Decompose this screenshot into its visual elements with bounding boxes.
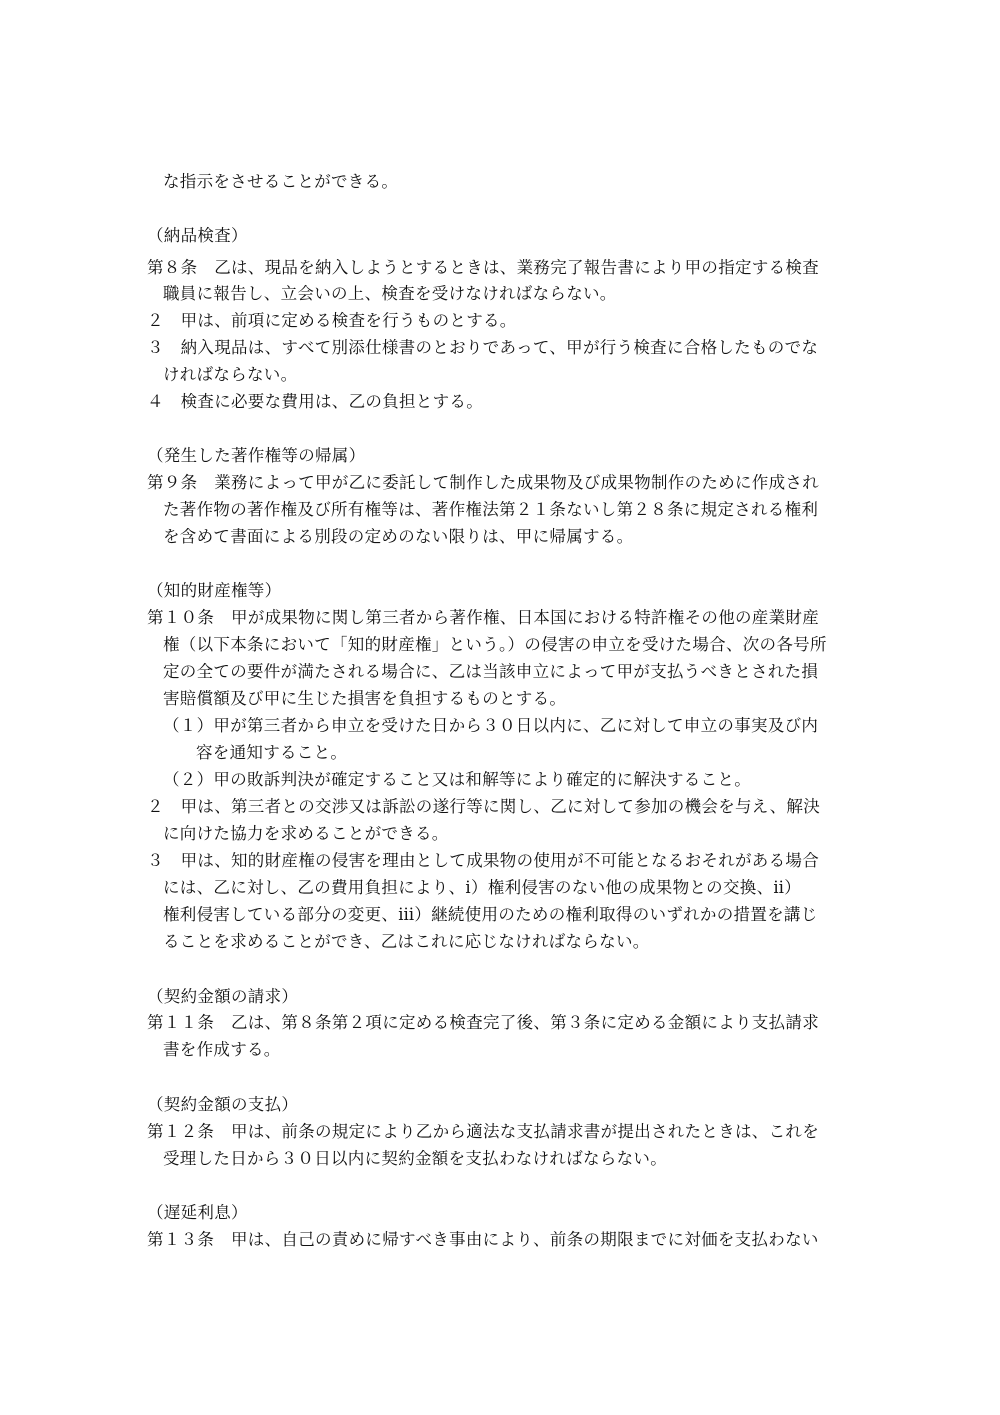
text-line: には、乙に対し、乙の費用負担により、ⅰ）権利侵害のない他の成果物との交換、ⅱ）: [163, 878, 802, 897]
article-10-line: 第１０条 甲が成果物に関し第三者から著作権、日本国における特許権その他の産業財産: [147, 608, 819, 627]
text-line: 定の全ての要件が満たされる場合に、乙は当該申立によって甲が支払うべきとされた損: [163, 662, 819, 681]
article-8-line: 第８条 乙は、現品を納入しようとするときは、業務完了報告書により甲の指定する検査: [147, 258, 819, 277]
section-heading: （遅延利息）: [147, 1203, 248, 1222]
text-line: 職員に報告し、立会いの上、検査を受けなければならない。: [163, 284, 617, 303]
text-line: ３ 納入現品は、すべて別添仕様書のとおりであって、甲が行う検査に合格したものでな: [147, 338, 819, 357]
article-9-line: 第９条 業務によって甲が乙に委託して制作した成果物及び成果物制作のために作成され: [147, 473, 819, 492]
text-line: 容を通知すること。: [196, 743, 348, 762]
text-line: ければならない。: [163, 365, 298, 384]
text-line: ることを求めることができ、乙はこれに応じなければならない。: [163, 932, 650, 951]
text-line: ２ 甲は、第三者との交渉又は訴訟の遂行等に関し、乙に対して参加の機会を与え、解決: [147, 797, 820, 816]
text-line: ３ 甲は、知的財産権の侵害を理由として成果物の使用が不可能となるおそれがある場合: [147, 851, 819, 870]
sub-item-line: （１）甲が第三者から申立を受けた日から３０日以内に、乙に対して申立の事実及び内: [163, 716, 819, 735]
article-12-line: 第１２条 甲は、前条の規定により乙から適法な支払請求書が提出されたときは、これを: [147, 1122, 819, 1141]
section-heading: （発生した著作権等の帰属）: [147, 446, 366, 465]
text-line: 権利侵害している部分の変更、ⅲ）継続使用のための権利取得のいずれかの措置を講じ: [163, 905, 818, 924]
section-heading: （納品検査）: [147, 226, 248, 245]
text-line: 権（以下本条において「知的財産権」という。）の侵害の申立を受けた場合、次の各号所: [163, 635, 827, 654]
text-line: を含めて書面による別段の定めのない限りは、甲に帰属する。: [163, 527, 634, 546]
text-line: ４ 検査に必要な費用は、乙の負担とする。: [147, 392, 483, 411]
text-line: に向けた協力を求めることができる。: [163, 824, 449, 843]
article-13-line: 第１３条 甲は、自己の責めに帰すべき事由により、前条の期限までに対価を支払わない: [147, 1230, 819, 1249]
sub-item-line: （２）甲の敗訴判決が確定すること又は和解等により確定的に解決すること。: [163, 770, 751, 789]
text-line: な指示をさせることができる。: [163, 172, 399, 191]
text-line: 書を作成する。: [163, 1040, 281, 1059]
text-line: 害賠償額及び甲に生じた損害を負担するものとする。: [163, 689, 567, 708]
text-line: た著作物の著作権及び所有権等は、著作権法第２１条ないし第２８条に規定される権利: [163, 500, 819, 519]
section-heading: （契約金額の支払）: [147, 1095, 299, 1114]
text-line: ２ 甲は、前項に定める検査を行うものとする。: [147, 311, 517, 330]
article-11-line: 第１１条 乙は、第８条第２項に定める検査完了後、第３条に定める金額により支払請求: [147, 1013, 819, 1032]
section-heading: （契約金額の請求）: [147, 987, 299, 1006]
section-heading: （知的財産権等）: [147, 581, 282, 600]
text-line: 受理した日から３０日以内に契約金額を支払わなければならない。: [163, 1149, 667, 1168]
